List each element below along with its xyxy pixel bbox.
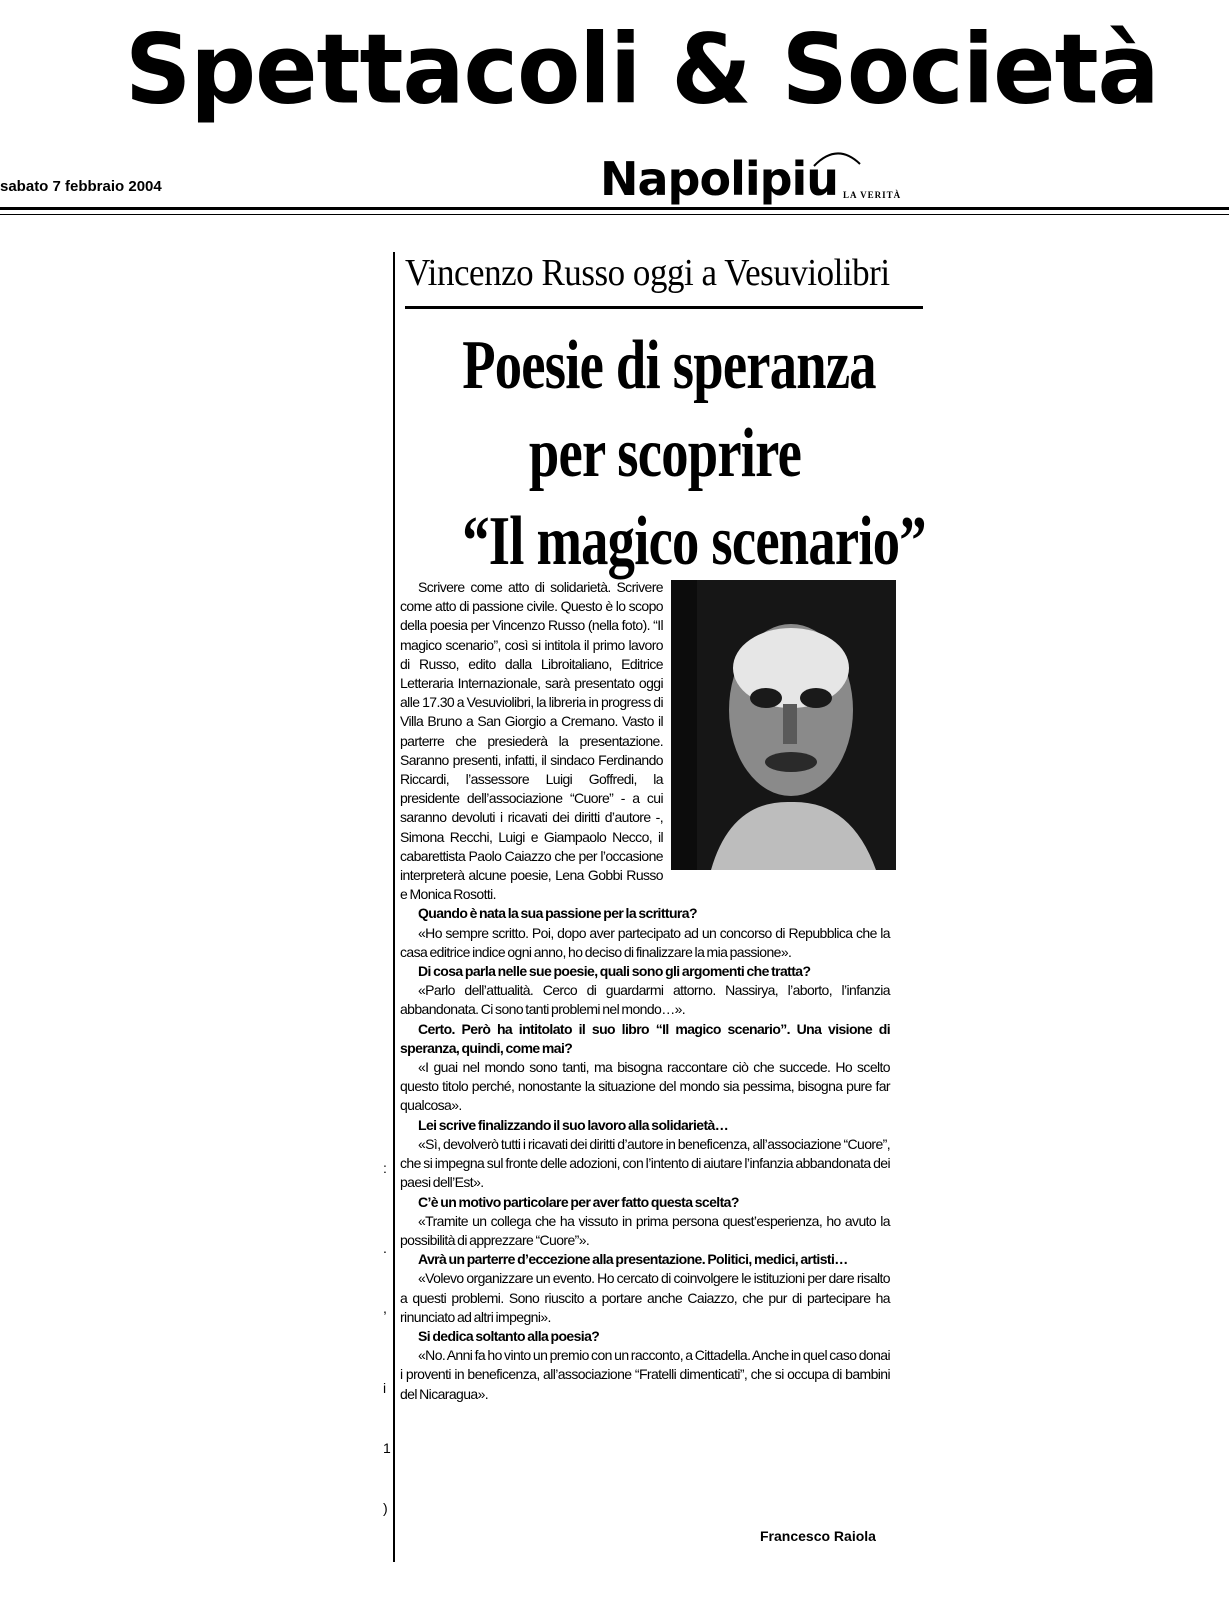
article-paragraph: Scrivere come atto di solidarietà. Scrivere come atto di passione civile. Questo è lo scopo della poesia per Vincenzo Russo (nella foto). “Il magico scenario”, così si intitola il primo lavoro di Russo, edito dalla Libroitaliano, Editrice Letteraria Internazionale, sarà presentato oggi alle 17.30 a Vesuviolibri, la libreria in progress di Villa Bruno a San Giorgio a Cremano. Vasto il parterre che presiederà la presentazione. Saranno presenti, infatti, il sindaco Ferdinando Riccardi, l’assessore Luigi Goffredi, la presidente dell’associazione “Cuore” - a cui saranno devoluti i ricavati dei diritti d’autore -, Simona Recchi, Luigi e Giampaolo Necco, il cabarettista Paolo Caiazzo che per l’occasione interpreterà alcune poesie, Lena Gobbi Russo e Monica Rosotti. [400,579,663,903]
interview-question: Di cosa parla nelle sue poesie, quali sono gli argomenti che tratta? [418,963,811,980]
interview-answer: «No. Anni fa ho vinto un premio con un racconto, a Cittadella. Anche in quel caso donai i proventi in beneficenza, all’associazione “Fratelli dimenticati”, che si occupa di bambini del Nicaragua». [400,1347,890,1402]
interview-question: Quando è nata la sua passione per la scrittura? [418,905,697,922]
interview-answer: «I guai nel mondo sono tanti, ma bisogna raccontare ciò che succede. Ho scelto questo titolo perché, nonostante la situazione del mondo sia pessima, bisogna pure far qualcosa». [400,1059,890,1114]
article-author: Francesco Raiola [760,1528,876,1544]
newspaper-brand: Napolipiu [600,152,839,206]
interview-question: Avrà un parterre d’eccezione alla presentazione. Politici, medici, artisti… [418,1251,848,1268]
scan-artifact: 1 [383,1440,391,1456]
header-rule [0,207,1229,210]
scan-artifact: . [383,1240,387,1256]
article-headline [405,322,925,586]
issue-date: sabato 7 febbraio 2004 [0,178,162,195]
section-masthead: Spettacoli & Società [125,13,1159,126]
scan-artifact: , [383,1300,387,1316]
article-kicker: Vincenzo Russo oggi a Vesuviolibri [405,252,890,294]
header-rule-thin [0,214,1229,215]
column-divider [393,252,395,1562]
author-photo [671,580,896,870]
interview-answer: «Tramite un collega che ha vissuto in prima persona quest’esperienza, ho avuto la possibilità di apprezzare “Cuore”». [400,1212,890,1248]
brand-arc-icon [812,146,862,170]
interview-question: C’è un motivo particolare per aver fatto questa scelta? [418,1193,739,1210]
interview-answer: «Sì, devolverò tutti i ricavati dei diritti d’autore in beneficenza, all’associazione “Cuore”, che si impegna sul fronte delle adozioni, con l’intento di aiutare l’infanzia abbandonata dei paesi dell’Est». [400,1135,890,1191]
interview-question: Si dedica soltanto alla poesia? [418,1327,600,1344]
headline-line: Poesie di speranza [462,327,876,404]
kicker-rule [405,306,923,309]
article-body [400,578,890,1404]
scan-artifact: ) [383,1500,388,1516]
interview-answer: «Ho sempre scritto. Poi, dopo aver partecipato ad un concorso di Repubblica che la casa editrice indice ogni anno, ho deciso di finalizzare la mia passione». [400,924,890,960]
interview-answer: «Volevo organizzare un evento. Ho cercato di coinvolgere le istituzioni per dare risalto a questi problemi. Sono riuscito a portare anche Caiazzo, che pur di partecipare ha rinunciato ad altri impegni». [400,1270,890,1325]
interview-question: Lei scrive finalizzando il suo lavoro alla solidarietà… [418,1116,729,1133]
newspaper-tagline: LA VERITÀ [843,190,902,200]
scan-artifact: : [383,1160,387,1176]
interview-question: Certo. Però ha intitolato il suo libro “Il magico scenario”. Una visione di speranza, quindi, come mai? [400,1020,890,1056]
headline-line: per scoprire [528,415,802,492]
interview-answer: «Parlo dell’attualità. Cerco di guardarmi attorno. Nassirya, l’aborto, l’infanzia abbandonata. Ci sono tanti problemi nel mondo…». [400,982,890,1018]
portrait-image [671,580,896,870]
scan-artifact: i [383,1380,387,1396]
headline-line: “Il magico scenario” [462,503,926,580]
